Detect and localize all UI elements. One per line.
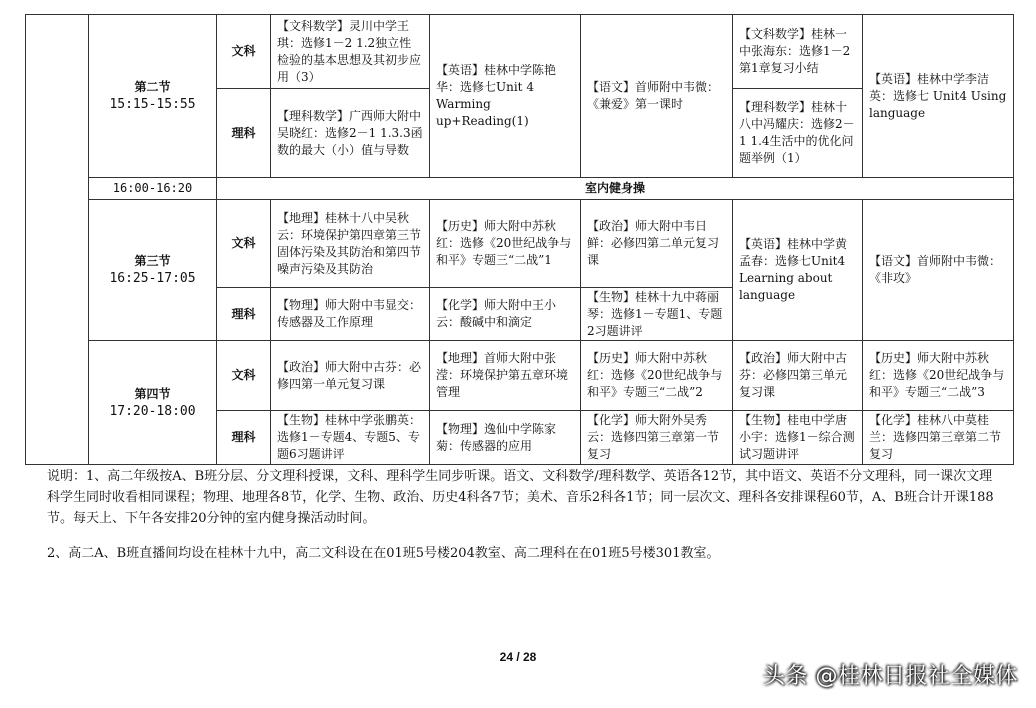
course-cell: 【政治】师大附中古芬：必修四第三单元复习课 [733,341,863,411]
track-label-wenke: 文科 [217,200,271,288]
course-cell: 【生物】桂电中学唐小宇：选修1－综合测试习题讲评 [733,411,863,465]
period-cell [89,341,217,465]
course-cell: 【地理】桂林十八中吴秋云：环境保护第四章第三节固体污染及其防治和第四节噪声污染及其防治 [271,200,430,288]
course-cell: 【物理】逸仙中学陈家菊：传感器的应用 [430,411,581,465]
period-time: 17:20-18:00 [109,403,196,419]
page-number: 24 / 28 [499,650,537,664]
course-cell: 【文科数学】灵川中学王琪：选修1－2 1.2独立性检验的基本思想及其初步应用（3） [271,15,430,89]
exercise-label: 室内健身操 [217,178,1014,200]
exercise-time: 16:00-16:20 [89,178,217,200]
course-cell: 【理科数学】桂林十八中冯耀庆：选修2－1 1.4生活中的优化问题举例（1） [733,89,863,178]
course-cell: 【物理】师大附中韦显交：传感器及工作原理 [271,288,430,341]
course-cell: 【文科数学】桂林一中张海东：选修1－2第1章复习小结 [733,15,863,89]
course-cell: 【生物】桂林中学张鹏英：选修1－专题4、专题5、专题6习题讲评 [271,411,430,465]
course-cell: 【英语】桂林中学陈艳华：选修七Unit 4 Warming up+Reading(1) [430,15,581,178]
course-cell: 【语文】首师附中韦微：《非攻》 [863,200,1014,341]
period-cell [89,200,217,341]
period-name: 第二节 [134,80,171,94]
course-cell: 【政治】师大附中古芬：必修四第一单元复习课 [271,341,430,411]
course-cell: 【化学】桂林八中莫桂兰：选修四第三章第二节复习 [863,411,1014,465]
course-cell: 【生物】桂林十九中蒋丽琴：选修1－专题1、专题2习题讲评 [581,288,733,341]
course-cell: 【政治】师大附中韦日鲜：必修四第二单元复习课 [581,200,733,288]
course-cell: 【历史】师大附中苏秋红：选修《20世纪战争与和平》专题三“二战”3 [863,341,1014,411]
period-name: 第四节 [134,386,171,401]
notes-section [47,466,997,564]
track-label-wenke: 文科 [217,341,271,411]
course-cell: 【历史】师大附中苏秋红：选修《20世纪战争与和平》专题三“二战”1 [430,200,581,288]
period-name: 第三节 [134,254,171,268]
watermark: 头条 @桂林日报社全媒体 [763,664,1018,689]
note-1: 说明：1、高二年级按A、B班分层、分文理科授课，文科、理科学生同步听课。语文、文科数学/理科数学、英语各12节，其中语文、英语不分文理科，同一课次文理科学生同时收看相同课程；物理、地理各8节，化学、生物、政治、历史4科各7节；美术、音乐2科各1节；同一层次文、理科各安排课程60节，A、B班合计开课188节。每天上、下午各安排20分钟的室内健身操活动时间。 [47,469,994,526]
track-label-wenke: 文科 [217,15,271,89]
track-label-like: 理科 [217,288,271,341]
course-cell: 【化学】师大附中王小云：酸碱中和滴定 [430,288,581,341]
track-label-like: 理科 [217,411,271,465]
course-cell: 【英语】桂林中学李洁英：选修七 Unit4 Using language [863,15,1014,178]
course-cell: 【历史】师大附中苏秋红：选修《20世纪战争与和平》专题三“二战”2 [581,341,733,411]
course-cell: 【地理】首师大附中张滢：环境保护第五章环境管理 [430,341,581,411]
course-cell: 【化学】师大附外吴秀云：选修四第三章第一节复习 [581,411,733,465]
left-margin-cell [26,15,89,465]
period-time: 16:25-17:05 [109,271,196,286]
period-cell [89,15,217,178]
period-time: 15:15-15:55 [109,97,196,112]
schedule-table [25,14,1014,465]
track-label-like: 理科 [217,89,271,178]
course-cell: 【理科数学】广西师大附中吴晓红：选修2－1 1.3.3函数的最大（小）值与导数 [271,89,430,178]
note-2: 2、高二A、B班直播间均设在桂林十九中，高二文科设在在01班5号楼204教室、高二理科在在01班5号楼301教室。 [47,546,720,561]
course-cell: 【语文】首师附中韦微：《兼爱》第一课时 [581,15,733,178]
course-cell: 【英语】桂林中学黄孟春：选修七Unit4 Learning about language [733,200,863,341]
